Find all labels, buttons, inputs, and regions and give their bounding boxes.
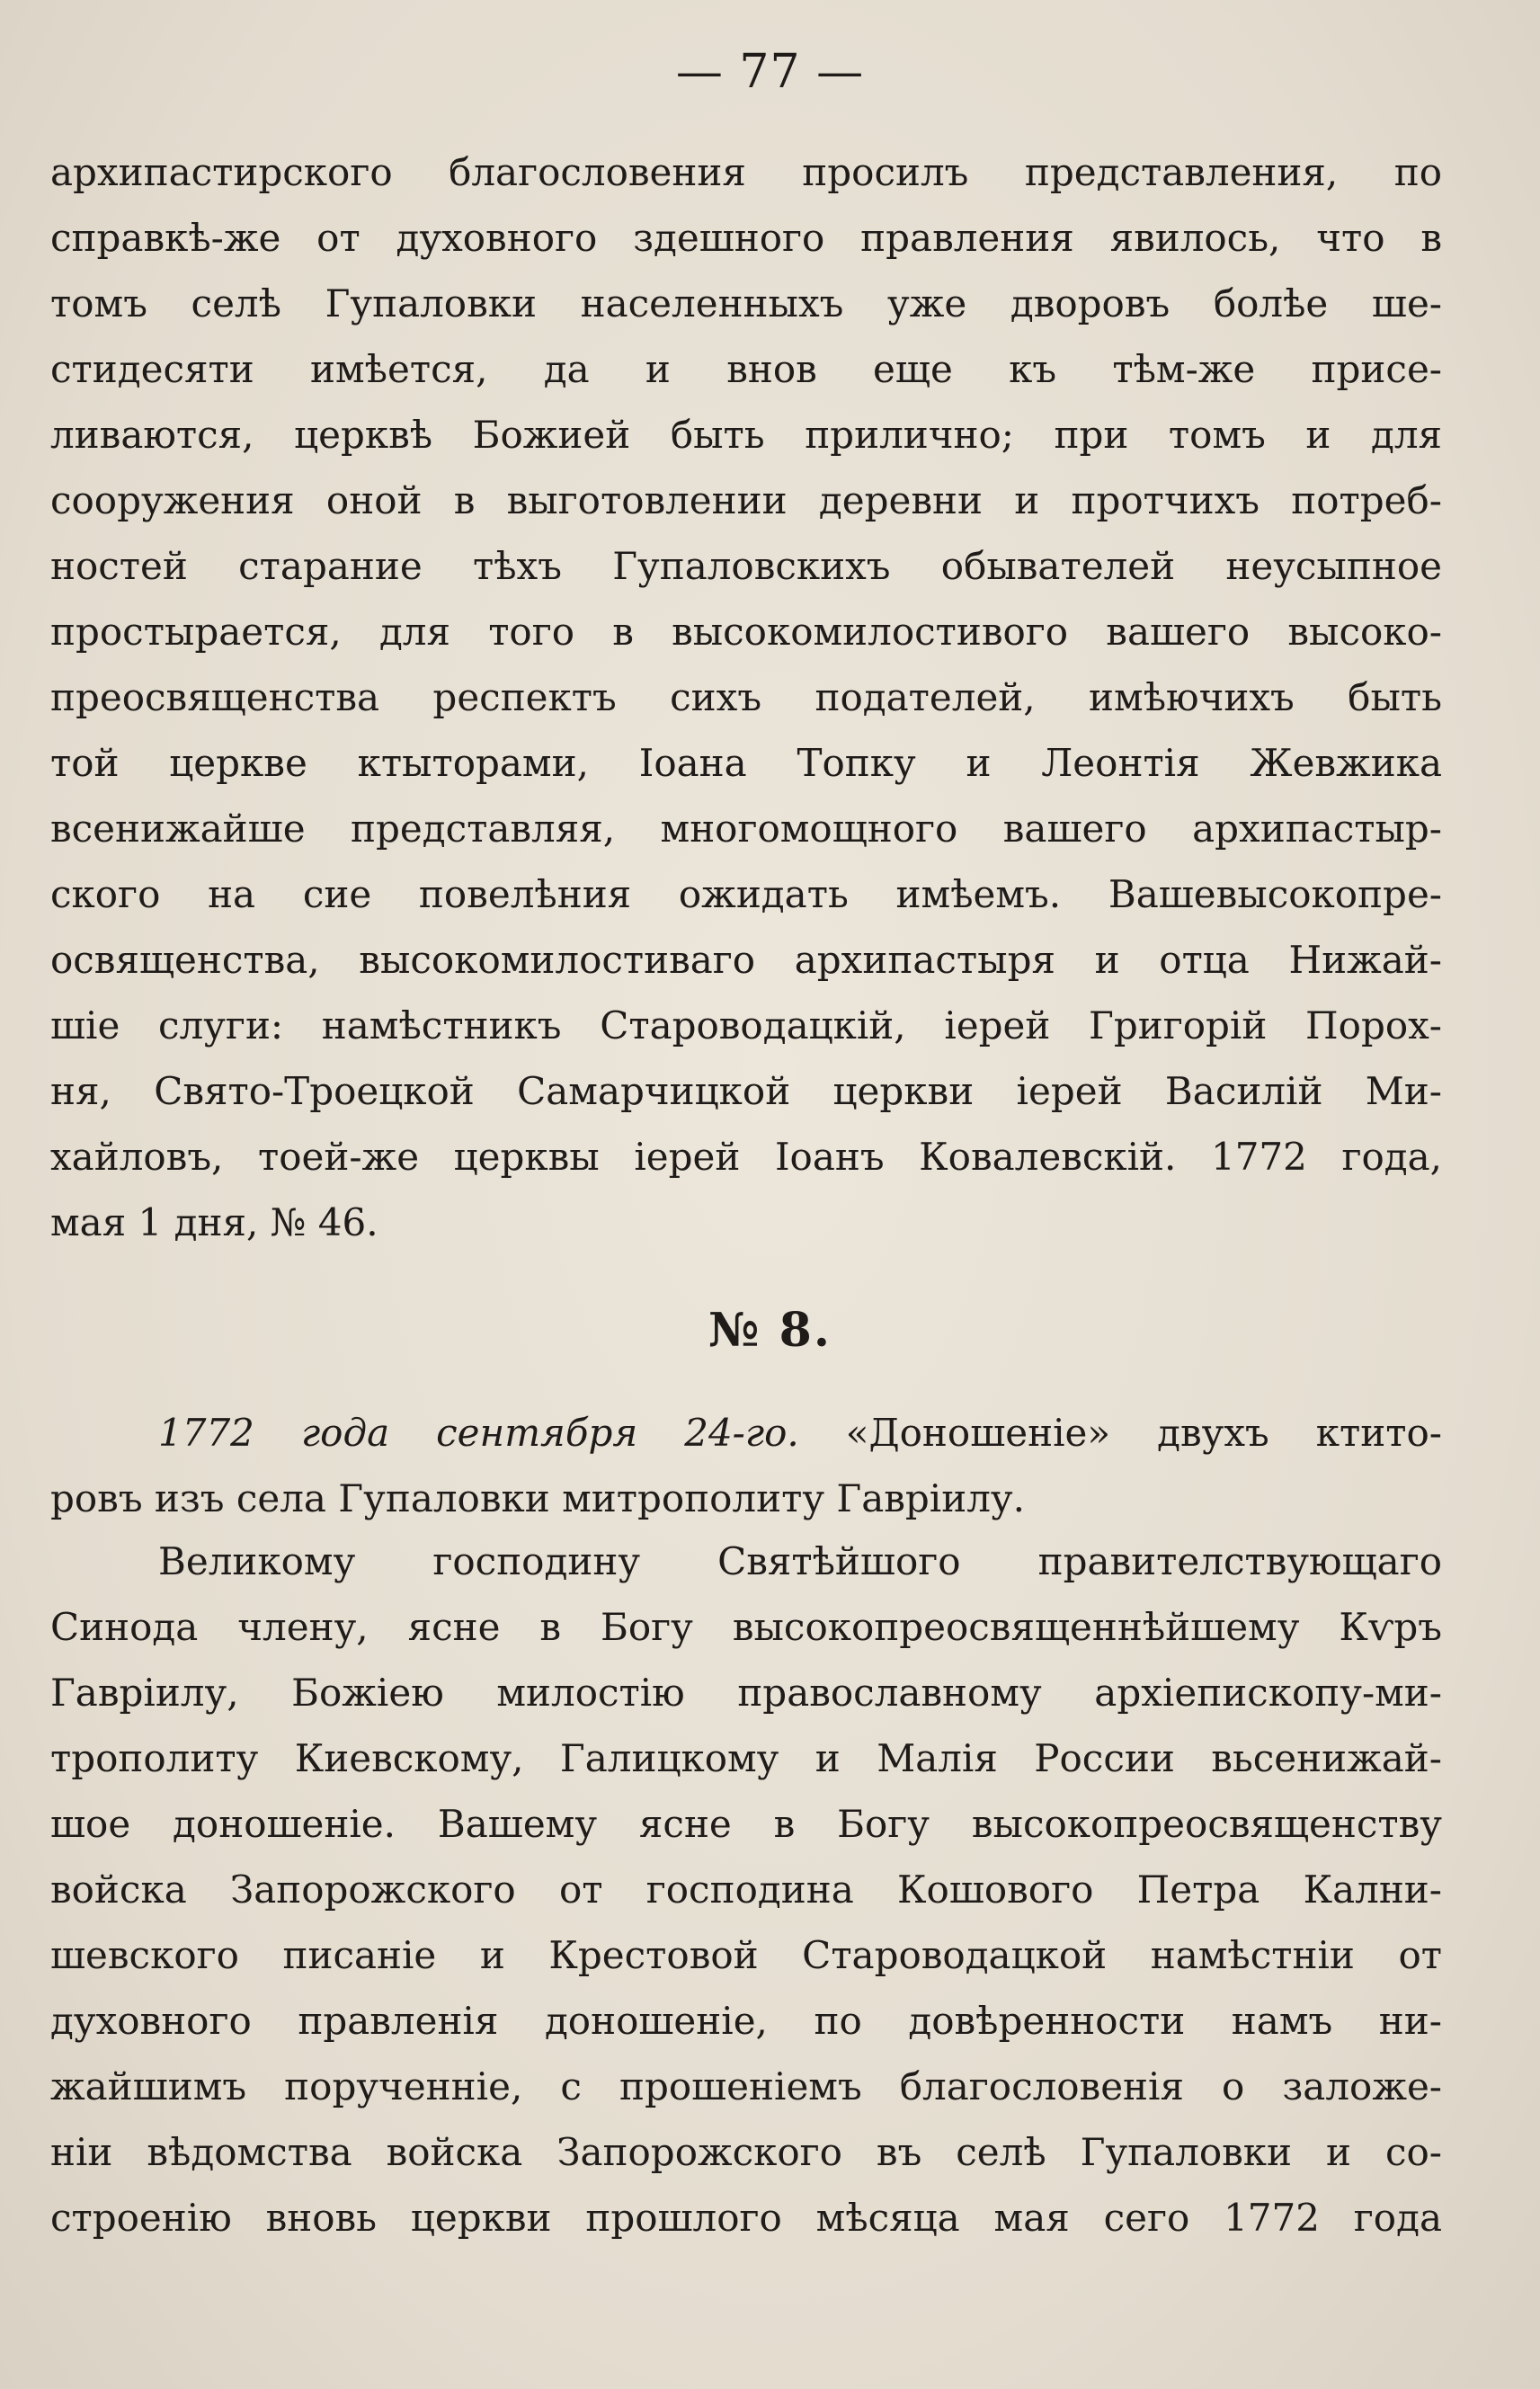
- text-line: Гавріилу, Божіею милостію православному архіепископу-ми-: [50, 1671, 1442, 1715]
- text-line: Великому господину Святѣйшого правителствующаго: [158, 1539, 1442, 1583]
- text-line: войска Запорожского от господина Кошового Петра Кални-: [50, 1868, 1442, 1912]
- text-line: шевского писаніе и Крестовой Староводацкой намѣстніи от: [50, 1933, 1442, 1977]
- text-line: жайшимъ порученніе, с прошеніемъ благословенія о заложе-: [50, 2064, 1442, 2108]
- text-line: томъ селѣ Гупаловки населенныхъ уже дворовъ болѣе ше-: [50, 281, 1442, 325]
- paragraph-letter: [50, 1529, 1442, 2251]
- text-line: ского на сие повелѣния ожидать имѣемъ. Вашевысокопре-: [50, 872, 1442, 916]
- text-line: справкѣ-же от духовного здешного правления явилось, что в: [50, 216, 1442, 260]
- text-line: мая 1 дня, № 46.: [50, 1200, 378, 1244]
- text-line: сооружения оной в выготовлении деревни и протчихъ потреб-: [50, 478, 1442, 522]
- text-line: архипастирского благословения просилъ представления, по: [50, 150, 1442, 194]
- text-line: трополиту Киевскому, Галицкому и Малія России вьсенижай-: [50, 1736, 1442, 1780]
- heading-title: «Доношеніе» двухъ ктито-: [845, 1411, 1442, 1455]
- heading-date: 1772 года сентября 24-го.: [158, 1411, 799, 1455]
- text-line: освященства, высокомилостиваго архипастыря и отца Нижай-: [50, 938, 1442, 982]
- text-line: шое доношеніе. Вашему ясне в Богу высокопреосвященству: [50, 1802, 1442, 1846]
- text-line: ливаются, церквѣ Божией быть прилично; при томъ и для: [50, 413, 1442, 457]
- text-line: духовного правленія доношеніе, по довѣренности намъ ни-: [50, 1999, 1442, 2043]
- document-number-heading: № 8.: [708, 1303, 832, 1358]
- heading-line: ровъ изъ села Гупаловки митрополиту Гавріилу.: [50, 1476, 1025, 1520]
- text-line: всенижайше представляя, многомощного вашего архипастыр-: [50, 807, 1442, 851]
- text-line: преосвященства респектъ сихъ подателей, имѣючихъ быть: [50, 675, 1442, 719]
- text-line: шіе слуги: намѣстникъ Староводацкій, іерей Григорій Порох-: [50, 1003, 1442, 1047]
- text-line: хайловъ, тоей-же церквы іерей Іоанъ Ковалевскій. 1772 года,: [50, 1135, 1442, 1179]
- text-line: ніи вѣдомства войска Запорожского въ селѣ Гупаловки и со-: [50, 2130, 1442, 2174]
- text-line: ностей старание тѣхъ Гупаловскихъ обывателей неусыпное: [50, 544, 1442, 588]
- text-line: простырается, для того в высокомилостивого вашего высоко-: [50, 610, 1442, 654]
- text-line: стидесяти имѣется, да и внов еще къ тѣм-же присе-: [50, 347, 1442, 391]
- page-number: — 77 —: [675, 45, 865, 99]
- paragraph-continuation: [50, 139, 1442, 1255]
- text-line: строенію вновь церкви прошлого мѣсяца мая сего 1772 года: [50, 2196, 1442, 2240]
- text-line: Синода члену, ясне в Богу высокопреосвященнѣйшему Кѵръ: [50, 1605, 1442, 1649]
- text-line: той церкве ктыторами, Іоана Топку и Леонтія Жевжика: [50, 741, 1442, 785]
- document-heading: [50, 1400, 1442, 1531]
- text-line: ня, Свято-Троецкой Самарчицкой церкви іерей Василій Ми-: [50, 1069, 1442, 1113]
- heading-line: [50, 1400, 1442, 1466]
